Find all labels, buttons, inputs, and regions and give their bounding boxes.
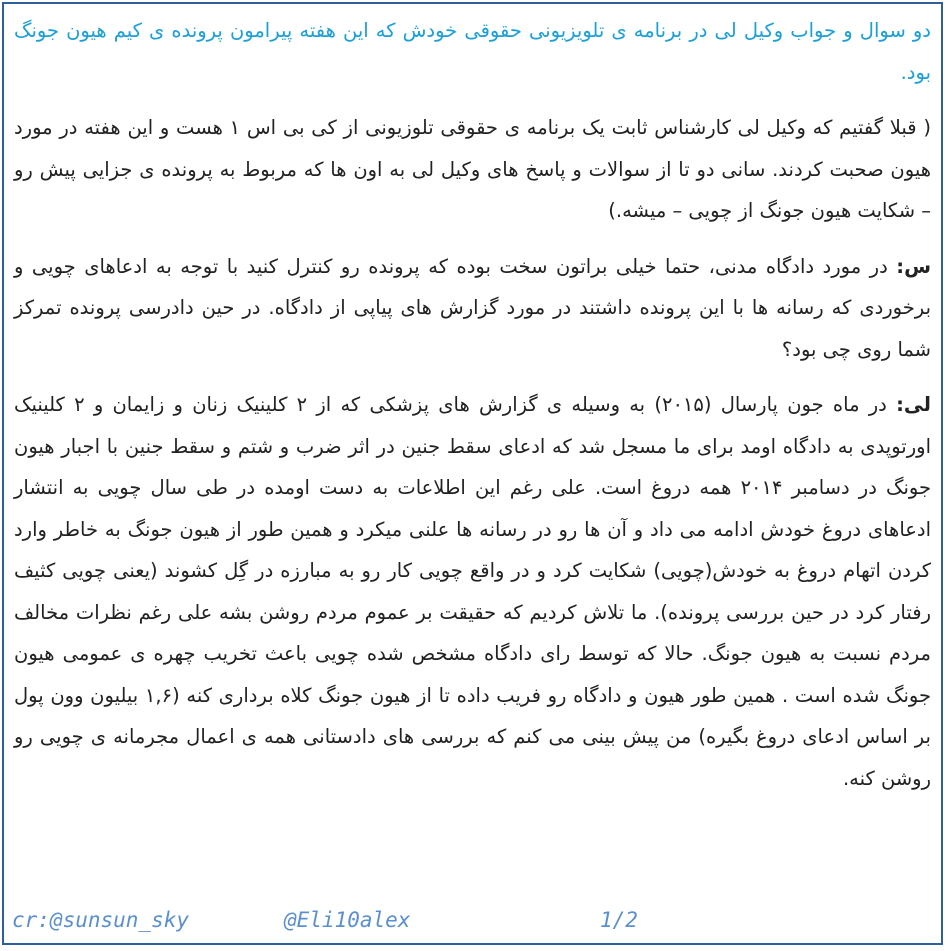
credit-text: cr:@sunsun_sky [12,908,190,932]
author-handle: @Eli10alex [284,908,411,932]
footer [4,904,941,940]
question-paragraph [14,246,931,371]
question-label: س: [896,254,931,278]
post-content [14,10,931,813]
post-title: دو سوال و جواب وکیل لی در برنامه ی تلویزیونی حقوقی خودش که این هفته پیرامون پرونده ی کیم هیون جونگ بود. [14,19,931,84]
page-number: 1/2 [600,908,638,932]
intro-paragraph: ( قبلا گفتیم که وکیل لی کارشناس ثابت یک برنامه ی حقوقی تلوزیونی از کی بی اس ۱ هست و این هفته در مورد هیون صحبت کردند. سانی دو تا از سوالات و پاسخ های وکیل لی به اون ها که مربوط به پرونده ی جزایی پیش رو – شکایت هیون جونگ از چویی – میشه.) [14,116,931,222]
answer-label: لی: [896,393,931,416]
question-text: در مورد دادگاه مدنی، حتما خیلی براتون سخت بوده که پرونده رو کنترل کنید با توجه به ادعاهای چویی و برخوردی که رسانه ها با این پرونده داشتند در مورد گزارش های پیاپی از دادگاه. در حین دادرسی پرونده تمرکز شما روی چی بود؟ [14,254,931,361]
answer-text: در ماه جون پارسال (۲۰۱۵) به وسیله ی گزارش های پزشکی که از ۲ کلینیک زنان و زایمان و ۲ کلینیک اورتوپدی به دادگاه اومد برای ما مسجل شد که ادعای سقط جنین در اثر ضرب و شتم و سقط جنین با اجبار هیون جونگ در دسامبر ۲۰۱۴ همه دروغ است. علی رغم این اطلاعات به دست اومده در طی سال چویی به انتشار ادعاهای دروغ خودش ادامه می داد و آن ها رو در رسانه ها علنی میکرد و همین طور از هیون جونگ به خاطر وارد کردن اتهام دروغ به خودش(چویی) شکایت کرد و در واقع چویی کار رو به مبارزه در گِل کشوند (یعنی چویی کثیف رفتار کرد در حین بررسی پرونده). ما تلاش کردیم که حقیقت بر عموم مردم روشن بشه علی رغم نظرات مخالف مردم نسبت به هیون جونگ. حالا که توسط رای دادگاه مشخص شده چویی باعث تخریب چهره ی عمومی هیون جونگ شده است . همین طور هیون و دادگاه رو فریب داده تا از هیون جونگ کلاه برداری کنه (۱,۶ بیلیون وون پول بر اساس ادعای دروغ بگیره) من پیش بینی می کنم که بررسی های دادستانی همه ی اعمال مجرمانه ی چویی رو روشن کنه. [14,393,931,790]
answer-paragraph [14,384,931,799]
post-frame [2,2,943,945]
